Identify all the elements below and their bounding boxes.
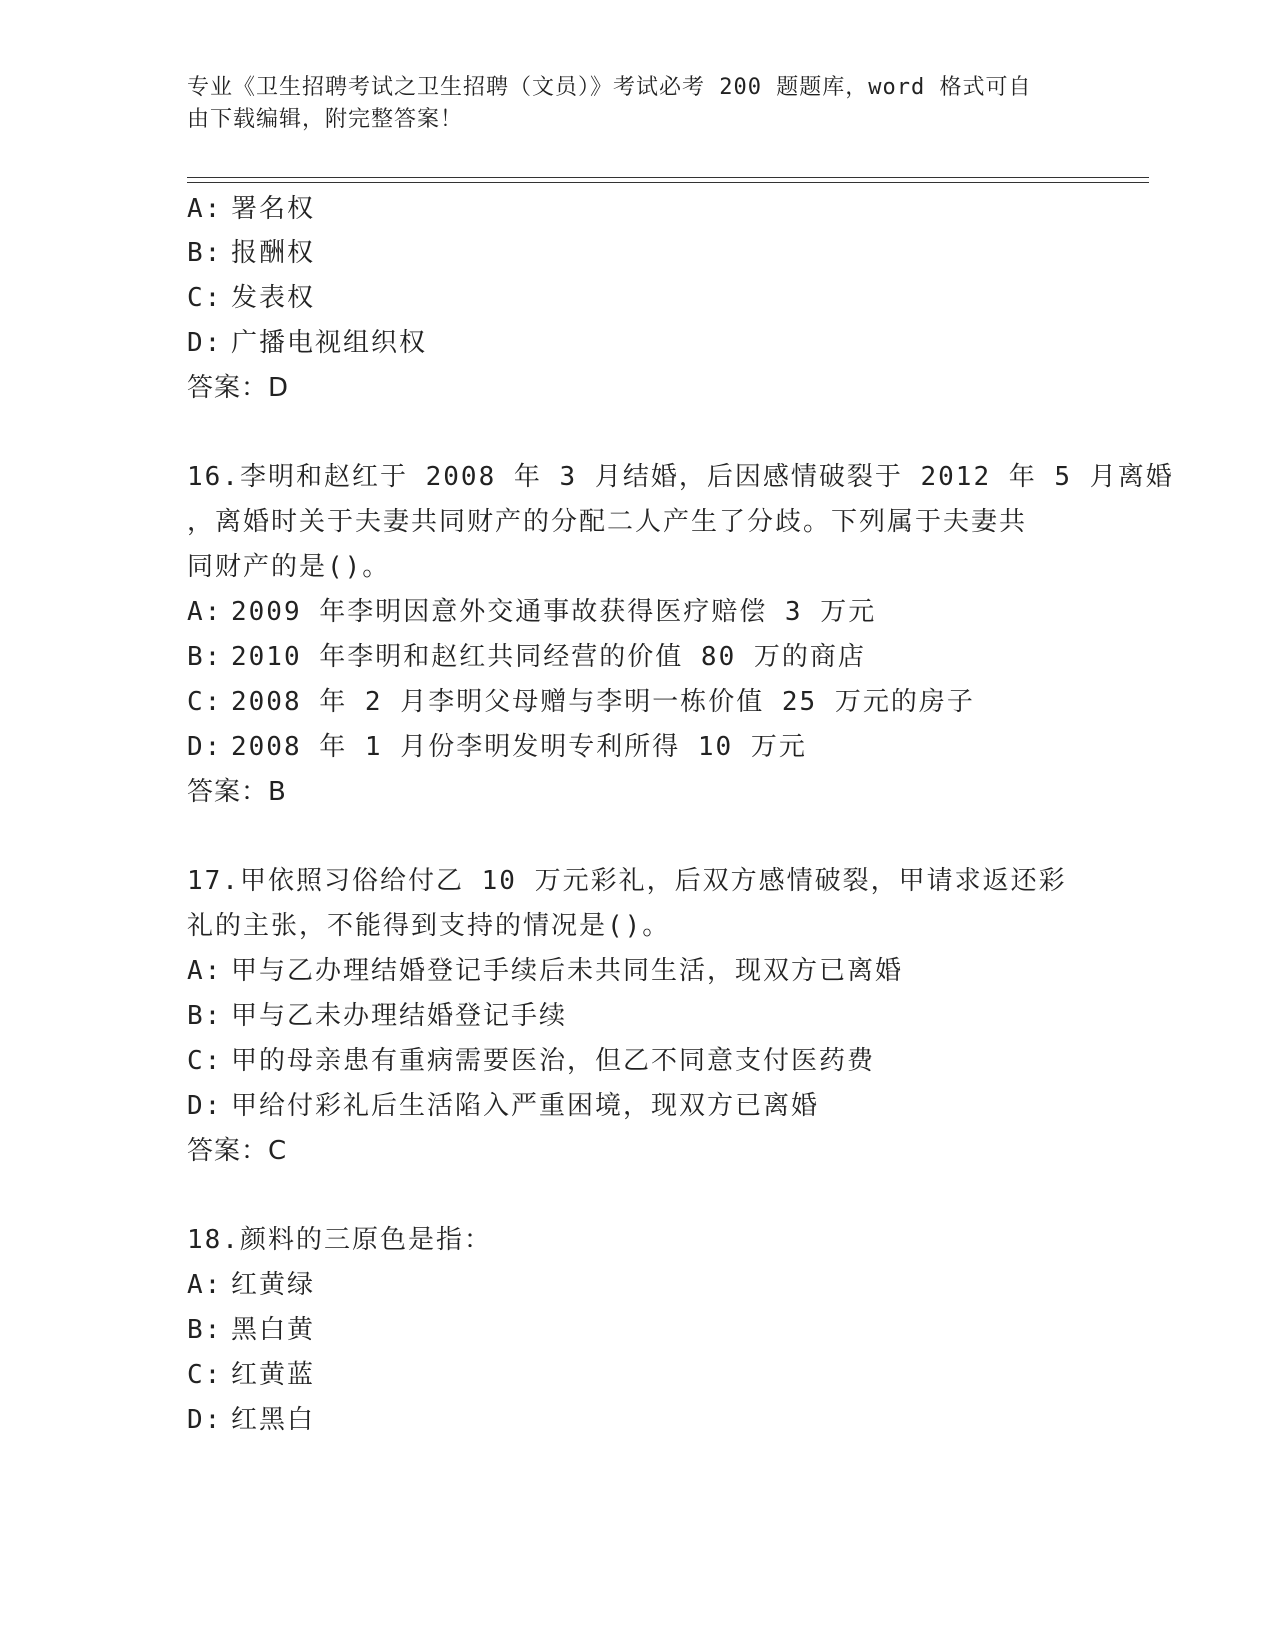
header-line-2: 由下载编辑，附完整答案！ bbox=[187, 107, 464, 132]
q18-option-b bbox=[187, 1313, 315, 1347]
option-letter: B: bbox=[187, 1315, 223, 1345]
q17-option-a bbox=[187, 954, 903, 988]
option-text: 广播电视组织权 bbox=[231, 328, 428, 358]
option-text: 甲给付彩礼后生活陷入严重困境，现双方已离婚 bbox=[231, 1091, 820, 1121]
option-text: 甲与乙办理结婚登记手续后未共同生活，现双方已离婚 bbox=[231, 956, 904, 986]
q17-stem-line-2: 礼的主张，不能得到支持的情况是()。 bbox=[187, 911, 671, 941]
option-letter: D: bbox=[187, 1405, 223, 1435]
q16-stem-line-3: 同财产的是()。 bbox=[187, 552, 391, 582]
q17-stem-line-1: 17.甲依照习俗给付乙 10 万元彩礼，后双方感情破裂，甲请求返还彩 bbox=[187, 866, 1067, 896]
q18-option-a bbox=[187, 1268, 315, 1302]
q17-option-b bbox=[187, 999, 567, 1033]
option-letter: B: bbox=[187, 642, 223, 672]
option-text: 2008 年 1 月份李明发明专利所得 10 万元 bbox=[231, 732, 807, 762]
option-text: 甲与乙未办理结婚登记手续 bbox=[231, 1001, 568, 1031]
q15-option-b bbox=[187, 236, 315, 270]
option-letter: A: bbox=[187, 956, 223, 986]
option-text: 红黄蓝 bbox=[231, 1360, 316, 1390]
option-text: 2009 年李明因意外交通事故获得医疗赔偿 3 万元 bbox=[231, 597, 877, 627]
option-text: 署名权 bbox=[231, 194, 316, 224]
option-text: 黑白黄 bbox=[231, 1315, 316, 1345]
option-letter: D: bbox=[187, 1091, 223, 1121]
q16-option-a bbox=[187, 595, 876, 629]
q17-answer: 答案：C bbox=[187, 1136, 288, 1166]
option-letter: A: bbox=[187, 597, 223, 627]
option-text: 红黄绿 bbox=[231, 1270, 316, 1300]
q15-option-a bbox=[187, 192, 315, 226]
q15-answer: 答案：D bbox=[187, 373, 290, 403]
q16-option-c bbox=[187, 685, 975, 719]
q16-stem-line-1: 16.李明和赵红于 2008 年 3 月结婚，后因感情破裂于 2012 年 5 月离婚 bbox=[187, 462, 1174, 492]
option-letter: C: bbox=[187, 1360, 223, 1390]
document-header bbox=[187, 72, 1067, 136]
q18-option-d bbox=[187, 1403, 315, 1437]
header-line-1: 专业《卫生招聘考试之卫生招聘（文员）》考试必考 200 题题库，word 格式可自 bbox=[187, 75, 1032, 100]
q15-option-d bbox=[187, 326, 427, 360]
option-text: 红黑白 bbox=[231, 1405, 316, 1435]
option-text: 发表权 bbox=[231, 283, 316, 313]
header-divider-bottom bbox=[187, 182, 1149, 183]
q17-option-c bbox=[187, 1044, 875, 1078]
q16-stem-line-2: ，离婚时关于夫妻共同财产的分配二人产生了分歧。下列属于夫妻共 bbox=[187, 507, 1028, 537]
option-text: 2008 年 2 月李明父母赠与李明一栋价值 25 万元的房子 bbox=[231, 687, 975, 717]
option-letter: C: bbox=[187, 687, 223, 717]
q15-option-c bbox=[187, 281, 315, 315]
header-divider-top bbox=[187, 177, 1149, 178]
q16-option-d bbox=[187, 730, 807, 764]
q16-answer: 答案：B bbox=[187, 777, 287, 807]
option-text: 甲的母亲患有重病需要医治，但乙不同意支付医药费 bbox=[231, 1046, 876, 1076]
q18-option-c bbox=[187, 1358, 315, 1392]
q16-option-b bbox=[187, 640, 866, 674]
option-letter: A: bbox=[187, 194, 223, 224]
option-letter: B: bbox=[187, 238, 223, 268]
option-letter: C: bbox=[187, 283, 223, 313]
option-letter: A: bbox=[187, 1270, 223, 1300]
option-letter: B: bbox=[187, 1001, 223, 1031]
option-text: 报酬权 bbox=[231, 238, 316, 268]
option-letter: D: bbox=[187, 732, 223, 762]
option-text: 2010 年李明和赵红共同经营的价值 80 万的商店 bbox=[231, 642, 866, 672]
q18-stem-line-1: 18.颜料的三原色是指： bbox=[187, 1225, 492, 1255]
q17-option-d bbox=[187, 1089, 819, 1123]
option-letter: C: bbox=[187, 1046, 223, 1076]
option-letter: D: bbox=[187, 328, 223, 358]
